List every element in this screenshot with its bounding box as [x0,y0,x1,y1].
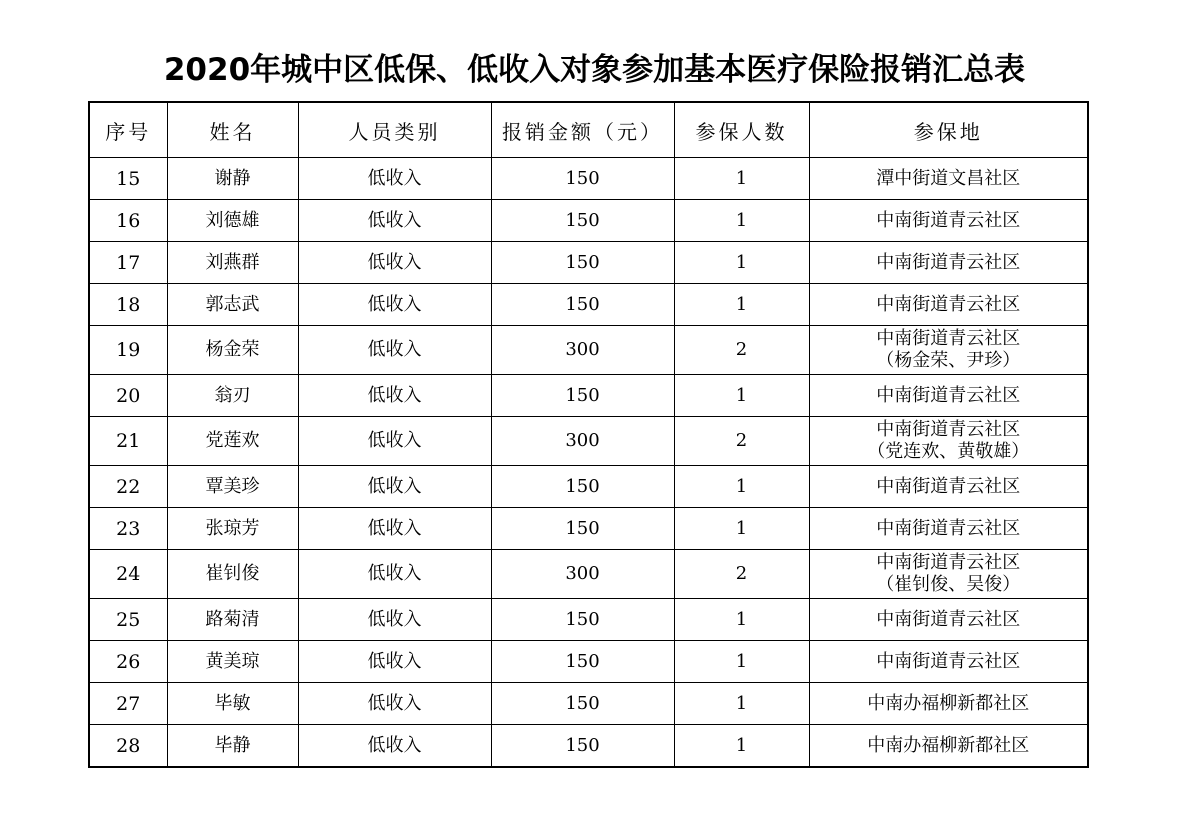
table-row [89,200,1088,242]
header-place: 参保地 [809,102,1088,158]
report-table [88,101,1089,768]
cell-no: 17 [89,242,167,284]
cell-name: 杨金荣 [167,326,298,375]
cell-place: 中南街道青云社区 [809,641,1088,683]
page-title: 2020年城中区低保、低收入对象参加基本医疗保险报销汇总表 [163,52,1026,88]
cell-place: 中南街道青云社区 [809,508,1088,550]
cell-amount: 300 [491,417,674,466]
header-amount: 报销金额（元） [491,102,674,158]
cell-count: 1 [674,242,809,284]
place-note: （崔钊俊、吴俊） [876,574,1021,595]
place-name: 中南街道青云社区 [876,328,1021,349]
cell-category: 低收入 [298,326,491,375]
cell-amount: 300 [491,326,674,375]
cell-category: 低收入 [298,242,491,284]
cell-category: 低收入 [298,683,491,725]
cell-count: 1 [674,375,809,417]
cell-amount: 150 [491,508,674,550]
table-row [89,242,1088,284]
cell-no: 22 [89,466,167,508]
place-note: （杨金荣、尹珍） [876,350,1021,371]
cell-name: 张琼芳 [167,508,298,550]
cell-place: 中南街道青云社区 [809,284,1088,326]
cell-category: 低收入 [298,641,491,683]
header-name: 姓名 [167,102,298,158]
cell-amount: 150 [491,158,674,200]
cell-name: 刘燕群 [167,242,298,284]
cell-place [809,326,1088,375]
table-row [89,725,1088,768]
table-row [89,417,1088,466]
table-row [89,683,1088,725]
cell-name: 党莲欢 [167,417,298,466]
table-row [89,550,1088,599]
cell-place: 中南办福柳新都社区 [809,725,1088,768]
cell-place: 中南办福柳新都社区 [809,683,1088,725]
cell-amount: 150 [491,683,674,725]
cell-count: 2 [674,550,809,599]
cell-no: 16 [89,200,167,242]
cell-count: 2 [674,417,809,466]
cell-category: 低收入 [298,417,491,466]
cell-no: 21 [89,417,167,466]
cell-no: 26 [89,641,167,683]
cell-amount: 150 [491,725,674,768]
header-count: 参保人数 [674,102,809,158]
cell-place: 中南街道青云社区 [809,466,1088,508]
cell-count: 1 [674,284,809,326]
cell-count: 1 [674,158,809,200]
cell-name: 路菊清 [167,599,298,641]
table-row [89,284,1088,326]
cell-name: 覃美珍 [167,466,298,508]
cell-category: 低收入 [298,599,491,641]
cell-place: 中南街道青云社区 [809,242,1088,284]
cell-count: 2 [674,326,809,375]
table-row [89,641,1088,683]
cell-category: 低收入 [298,200,491,242]
header-category: 人员类别 [298,102,491,158]
cell-place: 潭中街道文昌社区 [809,158,1088,200]
cell-category: 低收入 [298,725,491,768]
cell-no: 28 [89,725,167,768]
cell-name: 郭志武 [167,284,298,326]
table-row [89,375,1088,417]
cell-amount: 150 [491,284,674,326]
cell-count: 1 [674,508,809,550]
cell-place: 中南街道青云社区 [809,200,1088,242]
cell-category: 低收入 [298,550,491,599]
cell-name: 毕敏 [167,683,298,725]
cell-amount: 150 [491,200,674,242]
cell-no: 24 [89,550,167,599]
cell-category: 低收入 [298,375,491,417]
cell-name: 谢静 [167,158,298,200]
cell-no: 15 [89,158,167,200]
table-row [89,326,1088,375]
cell-no: 23 [89,508,167,550]
cell-count: 1 [674,200,809,242]
cell-category: 低收入 [298,158,491,200]
cell-count: 1 [674,466,809,508]
place-note: （党连欢、黄敬雄） [867,441,1030,462]
cell-place: 中南街道青云社区 [809,375,1088,417]
cell-amount: 300 [491,550,674,599]
cell-amount: 150 [491,242,674,284]
cell-no: 25 [89,599,167,641]
cell-amount: 150 [491,375,674,417]
cell-amount: 150 [491,466,674,508]
cell-name: 崔钊俊 [167,550,298,599]
cell-name: 刘德雄 [167,200,298,242]
cell-no: 19 [89,326,167,375]
header-no: 序号 [89,102,167,158]
cell-no: 20 [89,375,167,417]
cell-count: 1 [674,599,809,641]
place-name: 中南街道青云社区 [876,419,1021,440]
cell-name: 毕静 [167,725,298,768]
cell-count: 1 [674,725,809,768]
cell-no: 18 [89,284,167,326]
cell-category: 低收入 [298,508,491,550]
place-name: 中南街道青云社区 [876,552,1021,573]
cell-category: 低收入 [298,466,491,508]
table-row [89,508,1088,550]
cell-amount: 150 [491,641,674,683]
cell-place: 中南街道青云社区 [809,599,1088,641]
table-row [89,158,1088,200]
cell-category: 低收入 [298,284,491,326]
cell-place [809,417,1088,466]
cell-place [809,550,1088,599]
cell-no: 27 [89,683,167,725]
cell-name: 黄美琼 [167,641,298,683]
table-row [89,599,1088,641]
table-row [89,466,1088,508]
cell-count: 1 [674,683,809,725]
cell-name: 翁刃 [167,375,298,417]
cell-count: 1 [674,641,809,683]
table-header-row [89,102,1088,158]
cell-amount: 150 [491,599,674,641]
